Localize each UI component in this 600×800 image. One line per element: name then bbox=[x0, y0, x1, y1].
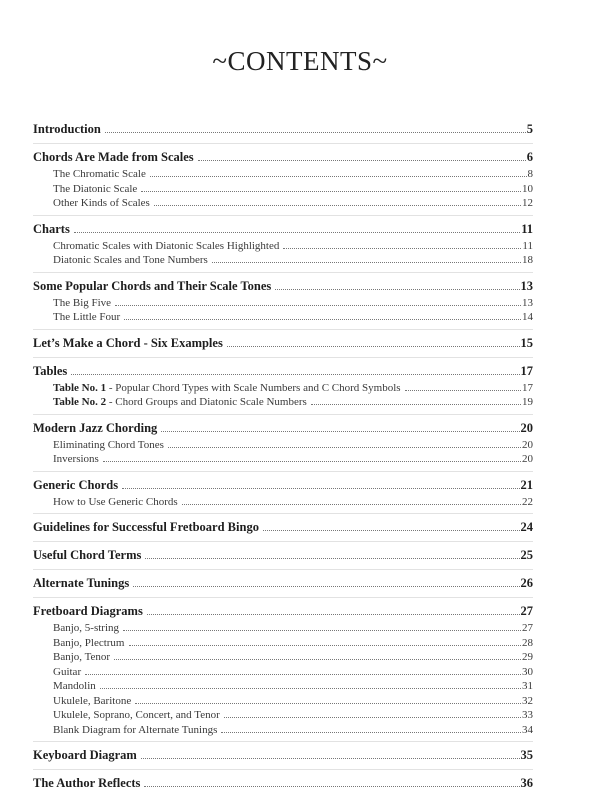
toc-subentry-title: The Diatonic Scale bbox=[53, 182, 138, 195]
toc-entry[interactable] bbox=[33, 774, 533, 793]
dot-leader bbox=[311, 403, 521, 405]
toc-entry[interactable] bbox=[33, 334, 533, 353]
toc-page-number: 32 bbox=[522, 694, 533, 707]
dot-leader bbox=[122, 487, 519, 489]
toc-entry-title: Generic Chords bbox=[33, 477, 119, 492]
toc-section bbox=[33, 215, 533, 272]
dot-leader bbox=[114, 658, 521, 660]
toc-page-number: 11 bbox=[522, 239, 533, 252]
toc-section bbox=[33, 597, 533, 741]
toc-page-number: 20 bbox=[522, 438, 533, 451]
toc-entry[interactable] bbox=[33, 476, 533, 495]
toc-subentry-title bbox=[53, 381, 403, 396]
toc-subentry-title: Chromatic Scales with Diatonic Scales Highlighted bbox=[53, 239, 280, 252]
toc-page-number: 36 bbox=[520, 776, 533, 790]
dot-leader bbox=[105, 131, 526, 133]
toc-subentry-title: Guitar bbox=[53, 665, 82, 678]
toc-subentry-title: Banjo, Tenor bbox=[53, 651, 111, 663]
toc-entry[interactable] bbox=[33, 746, 533, 765]
toc-page-number: 12 bbox=[522, 197, 533, 209]
dot-leader bbox=[283, 247, 521, 249]
dot-leader bbox=[198, 159, 526, 161]
toc-section bbox=[33, 116, 533, 143]
toc-entry[interactable] bbox=[33, 362, 533, 381]
toc-subentry[interactable] bbox=[33, 167, 533, 182]
dot-leader bbox=[275, 288, 519, 290]
dot-leader bbox=[224, 716, 521, 718]
toc-subentry[interactable] bbox=[33, 452, 533, 467]
dot-leader bbox=[124, 318, 521, 320]
toc-subentry-title: Ukulele, Baritone bbox=[53, 694, 132, 707]
toc-entry-title: Charts bbox=[33, 221, 70, 236]
dot-leader bbox=[123, 629, 521, 631]
toc-page-number: 8 bbox=[527, 168, 533, 180]
dot-leader bbox=[227, 345, 520, 347]
toc-subentry[interactable] bbox=[33, 296, 533, 311]
toc-page-number: 28 bbox=[522, 636, 533, 649]
toc-subentry-title bbox=[53, 395, 309, 410]
toc-section bbox=[33, 414, 533, 471]
toc-entry-title: Useful Chord Terms bbox=[33, 548, 142, 562]
toc-entry-title: Guidelines for Successful Fretboard Bingo bbox=[33, 520, 259, 534]
toc-entry[interactable] bbox=[33, 120, 533, 139]
dot-leader bbox=[147, 613, 520, 615]
toc-subentry[interactable] bbox=[33, 438, 533, 453]
toc-subentry-title: The Chromatic Scale bbox=[53, 168, 146, 180]
toc-subentry-title: Diatonic Scales and Tone Numbers bbox=[53, 254, 208, 266]
dot-leader bbox=[221, 731, 521, 733]
toc-entry[interactable] bbox=[33, 148, 533, 167]
page-title: ~CONTENTS~ bbox=[212, 46, 388, 76]
toc-subentry[interactable] bbox=[33, 381, 533, 396]
toc-subentry[interactable] bbox=[33, 239, 533, 254]
toc-page-number: 11 bbox=[521, 221, 533, 236]
dot-leader bbox=[115, 304, 521, 306]
toc-page-number: 30 bbox=[522, 665, 533, 678]
dot-leader bbox=[144, 785, 519, 787]
toc-section bbox=[33, 471, 533, 514]
dot-leader bbox=[182, 503, 521, 505]
toc-subentry-title: The Little Four bbox=[53, 311, 121, 323]
table-number-label: Table No. 2 bbox=[53, 396, 107, 408]
toc-section bbox=[33, 272, 533, 329]
toc-entry[interactable] bbox=[33, 419, 533, 438]
toc-page-number: 17 bbox=[520, 363, 533, 378]
toc-subentry-title: Inversions bbox=[53, 453, 99, 465]
toc-page-number: 15 bbox=[520, 335, 533, 350]
toc-entry-title: Keyboard Diagram bbox=[33, 748, 137, 762]
toc-page-number: 27 bbox=[520, 604, 533, 618]
toc-entry-title: The Author Reflects bbox=[33, 776, 141, 790]
dot-leader bbox=[103, 460, 521, 462]
toc-subentry-title: Banjo, Plectrum bbox=[53, 636, 125, 649]
toc-section bbox=[33, 569, 533, 597]
toc-page-number: 21 bbox=[520, 477, 533, 492]
toc-subentry[interactable] bbox=[33, 196, 533, 211]
dot-leader bbox=[145, 557, 519, 559]
toc-page-number: 17 bbox=[522, 381, 533, 394]
toc-entry[interactable] bbox=[33, 602, 533, 621]
toc-entry-title: Chords Are Made from Scales bbox=[33, 150, 194, 164]
toc-subentry[interactable] bbox=[33, 694, 533, 709]
toc-subentry[interactable] bbox=[33, 253, 533, 268]
toc-page-number: 24 bbox=[520, 520, 533, 534]
toc-page-number: 20 bbox=[522, 453, 533, 465]
toc-subentry[interactable] bbox=[33, 395, 533, 410]
table-description: - Popular Chord Types with Scale Numbers and C Chord Symbols bbox=[106, 381, 401, 394]
toc-section bbox=[33, 513, 533, 541]
dot-leader bbox=[129, 644, 522, 646]
toc-entry-title: Tables bbox=[33, 363, 68, 378]
toc-page-number: 13 bbox=[522, 296, 533, 309]
toc-subentry-title: How to Use Generic Chords bbox=[53, 495, 178, 508]
dot-leader bbox=[161, 430, 519, 432]
toc-subentry-title: Banjo, 5-string bbox=[53, 622, 119, 634]
toc-subentry-title: Mandolin bbox=[53, 680, 96, 692]
toc-section bbox=[33, 143, 533, 215]
toc-page-number: 6 bbox=[526, 150, 533, 164]
toc-subentry[interactable] bbox=[33, 665, 533, 680]
toc-entry[interactable] bbox=[33, 546, 533, 565]
dot-leader bbox=[141, 190, 521, 192]
toc-page-number: 10 bbox=[522, 182, 533, 195]
dot-leader bbox=[150, 175, 527, 177]
toc-subentry[interactable] bbox=[33, 182, 533, 197]
toc-section bbox=[33, 741, 533, 769]
toc-subentry[interactable] bbox=[33, 636, 533, 651]
toc-subentry[interactable] bbox=[33, 310, 533, 325]
dot-leader bbox=[85, 673, 521, 675]
toc-page-number: 35 bbox=[520, 748, 533, 762]
toc-entry[interactable] bbox=[33, 518, 533, 537]
toc-subentry-title: Eliminating Chord Tones bbox=[53, 438, 164, 451]
table-number-label: Table No. 1 bbox=[53, 381, 107, 394]
dot-leader bbox=[212, 261, 521, 263]
toc-page-number: 13 bbox=[520, 278, 533, 293]
dot-leader bbox=[74, 231, 520, 233]
toc-entry-title: Alternate Tunings bbox=[33, 576, 130, 590]
dot-leader bbox=[135, 702, 521, 704]
toc-page-number: 20 bbox=[520, 420, 533, 435]
toc-subentry-title: Ukulele, Soprano, Concert, and Tenor bbox=[53, 709, 220, 721]
dot-leader bbox=[133, 585, 519, 587]
toc-subentry[interactable] bbox=[33, 621, 533, 636]
toc-subentry-title: Blank Diagram for Alternate Tunings bbox=[53, 723, 218, 736]
dot-leader bbox=[141, 757, 520, 759]
toc-section bbox=[33, 329, 533, 357]
toc-subentry-title: The Big Five bbox=[53, 296, 112, 309]
toc-entry-title: Modern Jazz Chording bbox=[33, 420, 158, 435]
toc-page-number: 31 bbox=[522, 680, 533, 692]
table-description: - Chord Groups and Diatonic Scale Numbers bbox=[106, 396, 307, 408]
dot-leader bbox=[168, 446, 521, 448]
toc-page-number: 34 bbox=[522, 723, 533, 736]
toc-entry-title: Some Popular Chords and Their Scale Tones bbox=[33, 278, 272, 293]
dot-leader bbox=[154, 204, 521, 206]
toc-page-number: 19 bbox=[522, 396, 533, 408]
toc-page-number: 25 bbox=[520, 548, 533, 562]
toc-entry[interactable] bbox=[33, 574, 533, 593]
toc-subentry[interactable] bbox=[33, 650, 533, 665]
toc-page-number: 29 bbox=[522, 651, 533, 663]
toc-page-number: 26 bbox=[520, 576, 533, 590]
toc-page-number: 22 bbox=[522, 495, 533, 508]
toc-entry-title: Introduction bbox=[33, 122, 101, 136]
toc-subentry[interactable] bbox=[33, 679, 533, 694]
dot-leader bbox=[405, 389, 521, 391]
dot-leader bbox=[100, 687, 521, 689]
table-of-contents bbox=[33, 116, 533, 797]
toc-entry[interactable] bbox=[33, 277, 533, 296]
dot-leader bbox=[71, 373, 519, 375]
toc-subentry[interactable] bbox=[33, 708, 533, 723]
toc-section bbox=[33, 769, 533, 797]
toc-subentry[interactable] bbox=[33, 495, 533, 510]
toc-entry[interactable] bbox=[33, 220, 533, 239]
dot-leader bbox=[263, 529, 520, 531]
toc-subentry-title: Other Kinds of Scales bbox=[53, 197, 150, 209]
toc-section bbox=[33, 541, 533, 569]
toc-section bbox=[33, 357, 533, 414]
toc-entry-title: Fretboard Diagrams bbox=[33, 604, 143, 618]
toc-page-number: 5 bbox=[526, 122, 533, 136]
toc-page-number: 27 bbox=[522, 622, 533, 634]
toc-page-number: 18 bbox=[522, 254, 533, 266]
toc-page-number: 33 bbox=[522, 709, 533, 721]
toc-subentry[interactable] bbox=[33, 723, 533, 738]
toc-entry-title: Let’s Make a Chord - Six Examples bbox=[33, 335, 223, 350]
toc-page-number: 14 bbox=[522, 311, 533, 323]
